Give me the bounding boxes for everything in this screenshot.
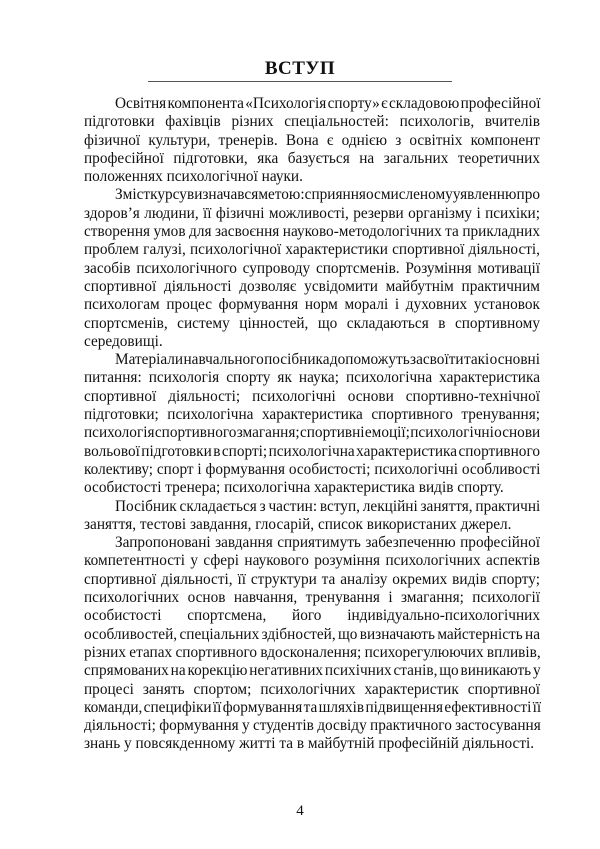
text-line: вольової підготовки в спорті; психологічна характеристика спортивного (84, 442, 540, 460)
text-line: підготовки; психологічна характеристика спортивного тренування; (84, 406, 540, 424)
text-line: процесі занять спортом; психологічних характеристик спортивної (84, 680, 540, 698)
text-line: особливостей, спеціальних здібностей, що визначають майстерність на (84, 625, 540, 643)
text-line: Запропоновані завдання сприятимуть забезпеченню професійної (115, 534, 540, 552)
text-line: Посібник складається з частин: вступ, лекційні заняття, практичні (115, 497, 541, 515)
text-line: компетентності у сфері наукового розуміння психологічних аспектів (84, 552, 540, 570)
text-line: команди, специфіки її формування та шляхів підвищення ефективності її (84, 698, 542, 716)
text-line: різних етапах спортивного вдосконалення; психорегулюючих впливів, (84, 643, 541, 661)
page-title: ВСТУП (264, 58, 336, 79)
text-line: особистості тренера; психологічна характеристика видів спорту. (84, 479, 504, 497)
text-line: проблем галузі, психологічної характеристики спортивної діяльності, (84, 241, 540, 259)
text-line: діяльності; формування у студентів досвіду практичного застосування (84, 717, 541, 735)
paragraph (84, 351, 540, 497)
page-number: 4 (296, 803, 304, 819)
text-line: підготовки фахівців різних спеціальностей: психологів, вчителів (84, 113, 540, 131)
text-line: заняття, тестові завдання, глосарій, список використаних джерел. (84, 515, 512, 533)
text-line: створення умов для засвоєння науково-методологічних та прикладних (84, 223, 540, 241)
text-line: Матеріали навчального посібника допоможуть засвоїти такі основні (115, 351, 540, 369)
text-line: спрямованих на корекцію негативних психічних станів, що виникають у (84, 662, 541, 680)
document-body (84, 95, 540, 754)
text-line: професійної підготовки, яка базується на загальних теоретичних (84, 149, 540, 167)
text-line: Освітня компонента «Психологія спорту» є складовою професійної (115, 95, 541, 112)
text-line: Зміст курсу визначався метою: сприяння осмисленому уявленню про (115, 186, 540, 204)
text-line: знань у повсякденному житті та в майбутній професійній діяльності. (84, 735, 535, 753)
text-line: психологам процес формування норм моралі і духовних установок (84, 296, 540, 314)
text-line: спортивної діяльності дозволяє усвідомити майбутнім практичним (84, 277, 540, 295)
title-underline (148, 81, 452, 82)
text-line: засобів психологічного супроводу спортсменів. Розуміння мотивації (84, 259, 540, 277)
paragraph (84, 534, 540, 754)
text-line: здоров’я людини, її фізичні можливості, резерви організму і психіки; (84, 204, 540, 222)
text-line: особистості спортсмена, його індивідуально-психологічних (84, 607, 540, 625)
text-line: спортсменів, систему цінностей, що складаються в спортивному (84, 314, 540, 332)
text-line: положеннях психологічної науки. (84, 168, 303, 186)
text-line: спортивної діяльності, її структури та аналізу окремих видів спорту; (84, 570, 540, 588)
text-line: середовищі. (84, 332, 163, 350)
paragraph (84, 95, 540, 186)
text-line: спортивної діяльності; психологічні основи спортивно-технічної (84, 387, 540, 405)
text-line: фізичної культури, тренерів. Вона є однією з освітніх компонент (84, 131, 540, 149)
text-line: питання: психологія спорту як наука; психологічна характеристика (84, 369, 540, 387)
paragraph (84, 186, 540, 351)
paragraph (84, 498, 540, 535)
text-line: психологія спортивного змагання; спортивні емоції; психологічні основи (84, 424, 541, 442)
text-line: психологічних основ навчання, тренування і змагання; психології (84, 589, 540, 607)
text-line: колективу; спорт і формування особистості; психологічні особливості (84, 460, 541, 478)
